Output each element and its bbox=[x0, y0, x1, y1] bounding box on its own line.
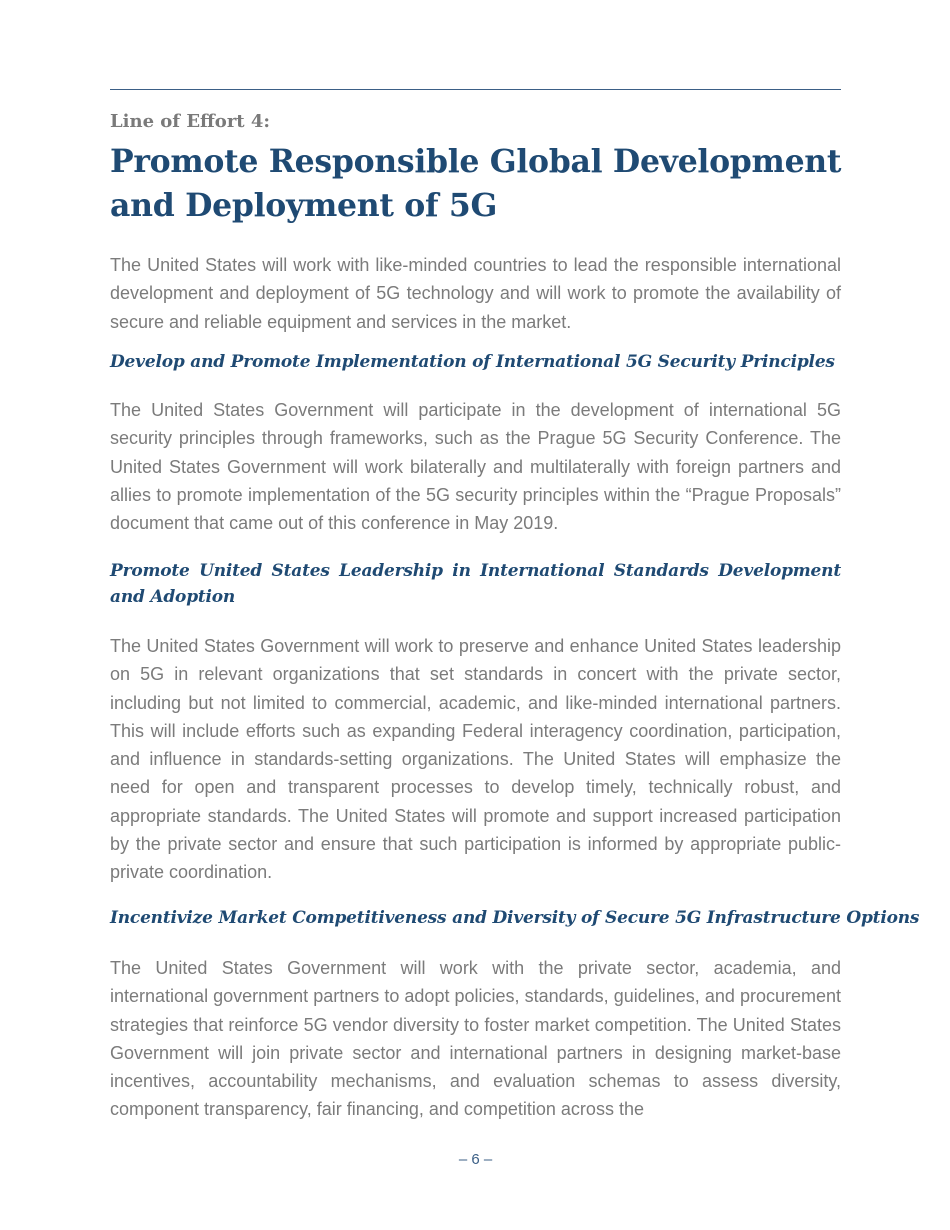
top-rule-divider bbox=[110, 89, 841, 90]
line-of-effort-label: Line of Effort 4: bbox=[110, 111, 271, 132]
paragraph-standards-leadership: The United States Government will work to preserve and enhance United States leadership on 5G in relevant organizations that set standards in concert with the private sector, including but not limited to commercial, academic, and like-minded international partners. This will include efforts such as expanding Federal interagency coordination, participation, and influence in standards-setting organizations. The United States will emphasize the need for open and transparent processes to develop timely, technically robust, and appropriate standards. The United States will promote and support increased participation by the private sector and ensure that such participation is informed by appropriate public-private coordination. bbox=[110, 636, 841, 883]
paragraph-security-principles: The United States Government will participate in the development of international 5G security principles through frameworks, such as the Prague 5G Security Conference. The United States Government will work bilaterally and multilaterally with foreign partners and allies to promote implementation of the 5G security principles within the “Prague Proposals” document that came out of this conference in May 2019. bbox=[110, 400, 841, 534]
subheading-market-competitiveness: Incentivize Market Competitiveness and Diversity of Secure 5G Infrastructure Options bbox=[110, 908, 920, 928]
paragraph-market-competitiveness: The United States Government will work with the private sector, academia, and international government partners to adopt policies, standards, guidelines, and procurement strategies that reinforce 5G vendor diversity to foster market competition. The United States Government will join private sector and international partners in designing market-base incentives, accountability mechanisms, and evaluation schemas to assess diversity, component transparency, fair financing, and competition across the bbox=[110, 958, 841, 1120]
intro-paragraph: The United States will work with like-minded countries to lead the responsible international development and deployment of 5G technology and will work to promote the availability of secure and reliable equipment and services in the market. bbox=[110, 255, 841, 332]
page-title: Promote Responsible Global Development and Deployment of 5G bbox=[110, 143, 842, 224]
subheading-standards-leadership: Promote United States Leadership in International Standards Development and Adoption bbox=[110, 561, 841, 607]
page-number: – 6 – bbox=[458, 1151, 493, 1168]
subheading-security-principles: Develop and Promote Implementation of International 5G Security Principles bbox=[110, 352, 835, 372]
